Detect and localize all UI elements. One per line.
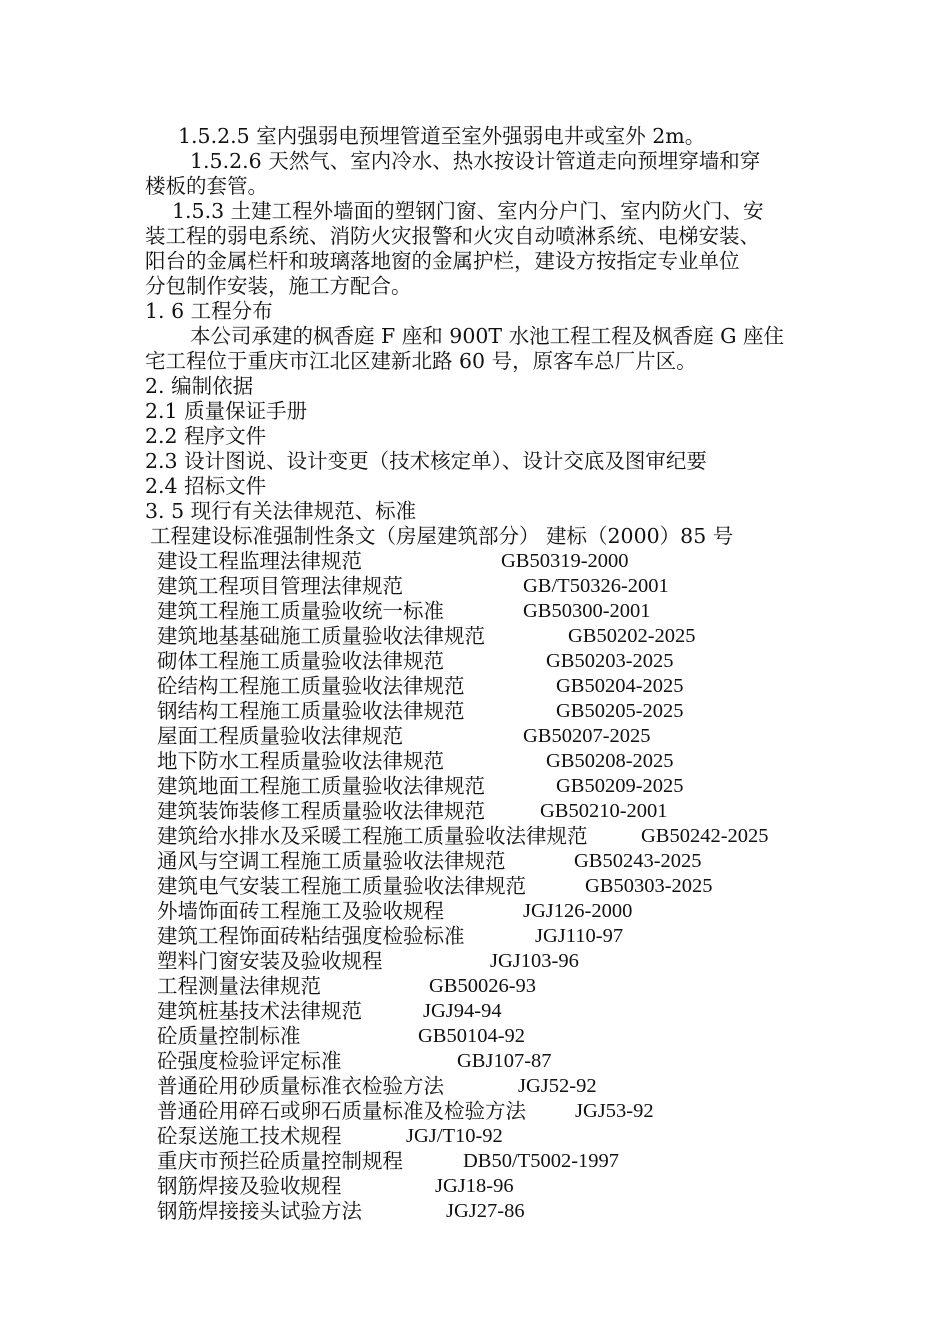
standard-name: 屋面工程质量验收法律规范 <box>157 724 403 748</box>
standard-code: JGJ94-94 <box>423 1000 502 1022</box>
standard-name: 砼结构工程施工质量验收法律规范 <box>157 674 465 698</box>
standard-code: GB50204-2025 <box>556 675 684 697</box>
standard-code: GB50202-2025 <box>568 625 696 647</box>
standard-name: 建筑工程项目管理法律规范 <box>157 574 403 598</box>
standard-name: 钢结构工程施工质量验收法律规范 <box>157 699 465 723</box>
paragraph-project-location-cont: 宅工程位于重庆市江北区建新北路 60 号，原客车总厂片区。 <box>145 349 697 373</box>
standard-code: GB50205-2025 <box>556 700 684 722</box>
paragraph-1-5-3: 1.5.3 土建工程外墙面的塑钢门窗、室内分户门、室内防火门、安 <box>172 199 764 223</box>
standard-name: 砼强度检验评定标准 <box>157 1049 342 1073</box>
heading-3-5: 3. 5 现行有关法律规范、标准 <box>145 499 417 523</box>
paragraph-1-5-3-line3: 阳台的金属栏杆和玻璃落地窗的金属护栏，建设方按指定专业单位 <box>145 249 740 273</box>
standard-code: GB50026-93 <box>429 975 537 997</box>
standard-name: 建筑给水排水及采暖工程施工质量验收法律规范 <box>157 824 588 848</box>
standard-name: 建筑地基基础施工质量验收法律规范 <box>157 624 485 648</box>
standard-name: 建设工程监理法律规范 <box>157 549 362 573</box>
standard-name: 塑料门窗安装及验收规程 <box>157 949 383 973</box>
standard-name: 建筑地面工程施工质量验收法律规范 <box>157 774 485 798</box>
standard-code: JGJ/T10-92 <box>406 1125 503 1147</box>
paragraph-1-5-2-6: 1.5.2.6 天然气、室内冷水、热水按设计管道走向预埋穿墙和穿 <box>190 149 761 173</box>
standard-name: 砼泵送施工技术规程 <box>157 1124 342 1148</box>
standard-code: GB50207-2025 <box>523 725 651 747</box>
standard-name: 砌体工程施工质量验收法律规范 <box>157 649 444 673</box>
standard-code: JGJ18-96 <box>435 1175 514 1197</box>
standard-name: 建筑装饰装修工程质量验收法律规范 <box>157 799 485 823</box>
standard-code: GB50203-2025 <box>546 650 674 672</box>
standard-name: 通风与空调工程施工质量验收法律规范 <box>157 849 506 873</box>
standard-code: GB/T50326-2001 <box>523 575 669 597</box>
item-2-3: 2.3 设计图说、设计变更（技术核定单）、设计交底及图审纪要 <box>145 449 707 473</box>
standard-name: 建筑工程饰面砖粘结强度检验标准 <box>157 924 465 948</box>
standard-name: 砼质量控制标准 <box>157 1024 301 1048</box>
standard-name: 建筑电气安装工程施工质量验收法律规范 <box>157 874 526 898</box>
paragraph-1-5-3-line4: 分包制作安装，施工方配合。 <box>145 274 412 298</box>
standard-name: 建筑工程施工质量验收统一标准 <box>157 599 444 623</box>
standard-code: GB50300-2001 <box>523 600 651 622</box>
standard-code: GB50319-2000 <box>501 550 629 572</box>
standard-code: JGJ103-96 <box>490 950 579 972</box>
standard-name: 建筑桩基技术法律规范 <box>157 999 362 1023</box>
standard-code: GB50209-2025 <box>556 775 684 797</box>
paragraph-project-location: 本公司承建的枫香庭 F 座和 900T 水池工程工程及枫香庭 G 座住 <box>190 324 784 348</box>
standard-name: 普通砼用砂质量标准衣检验方法 <box>157 1074 444 1098</box>
standard-code: DB50/T5002-1997 <box>463 1150 620 1172</box>
heading-1-6: 1. 6 工程分布 <box>145 299 273 323</box>
standard-code: GB50210-2001 <box>540 800 668 822</box>
mandatory-standards-line: 工程建设标准强制性条文（房屋建筑部分） 建标（2000）85 号 <box>150 524 734 548</box>
standard-code: JGJ110-97 <box>535 925 624 947</box>
standard-code: GB50104-92 <box>418 1025 526 1047</box>
heading-2: 2. 编制依据 <box>145 374 254 398</box>
standard-code: JGJ53-92 <box>575 1100 654 1122</box>
standard-code: GB50208-2025 <box>546 750 674 772</box>
paragraph-1-5-3-line2: 装工程的弱电系统、消防火灾报警和火灾自动喷淋系统、电梯安装、 <box>145 224 760 248</box>
standard-name: 外墙饰面砖工程施工及验收规程 <box>157 899 444 923</box>
item-2-2: 2.2 程序文件 <box>145 424 267 448</box>
standard-name: 重庆市预拦砼质量控制规程 <box>157 1149 403 1173</box>
standard-code: JGJ52-92 <box>518 1075 597 1097</box>
standard-name: 工程测量法律规范 <box>157 974 321 998</box>
standard-name: 钢筋焊接接头试验方法 <box>157 1199 362 1223</box>
paragraph-1-5-2-5: 1.5.2.5 室内强弱电预埋管道至室外强弱电井或室外 2m。 <box>178 124 706 148</box>
item-2-1: 2.1 质量保证手册 <box>145 399 308 423</box>
standard-code: JGJ126-2000 <box>523 900 633 922</box>
paragraph-1-5-2-6-cont: 楼板的套管。 <box>145 174 268 198</box>
standard-code: GB50243-2025 <box>574 850 702 872</box>
standard-code: GBJ107-87 <box>457 1050 552 1072</box>
standard-code: GB50242-2025 <box>641 825 769 847</box>
standard-code: JGJ27-86 <box>446 1200 525 1222</box>
standard-name: 普通砼用碎石或卵石质量标准及检验方法 <box>157 1099 526 1123</box>
item-2-4: 2.4 招标文件 <box>145 474 267 498</box>
standard-name: 钢筋焊接及验收规程 <box>157 1174 342 1198</box>
standard-code: GB50303-2025 <box>585 875 713 897</box>
standard-name: 地下防水工程质量验收法律规范 <box>157 749 444 773</box>
